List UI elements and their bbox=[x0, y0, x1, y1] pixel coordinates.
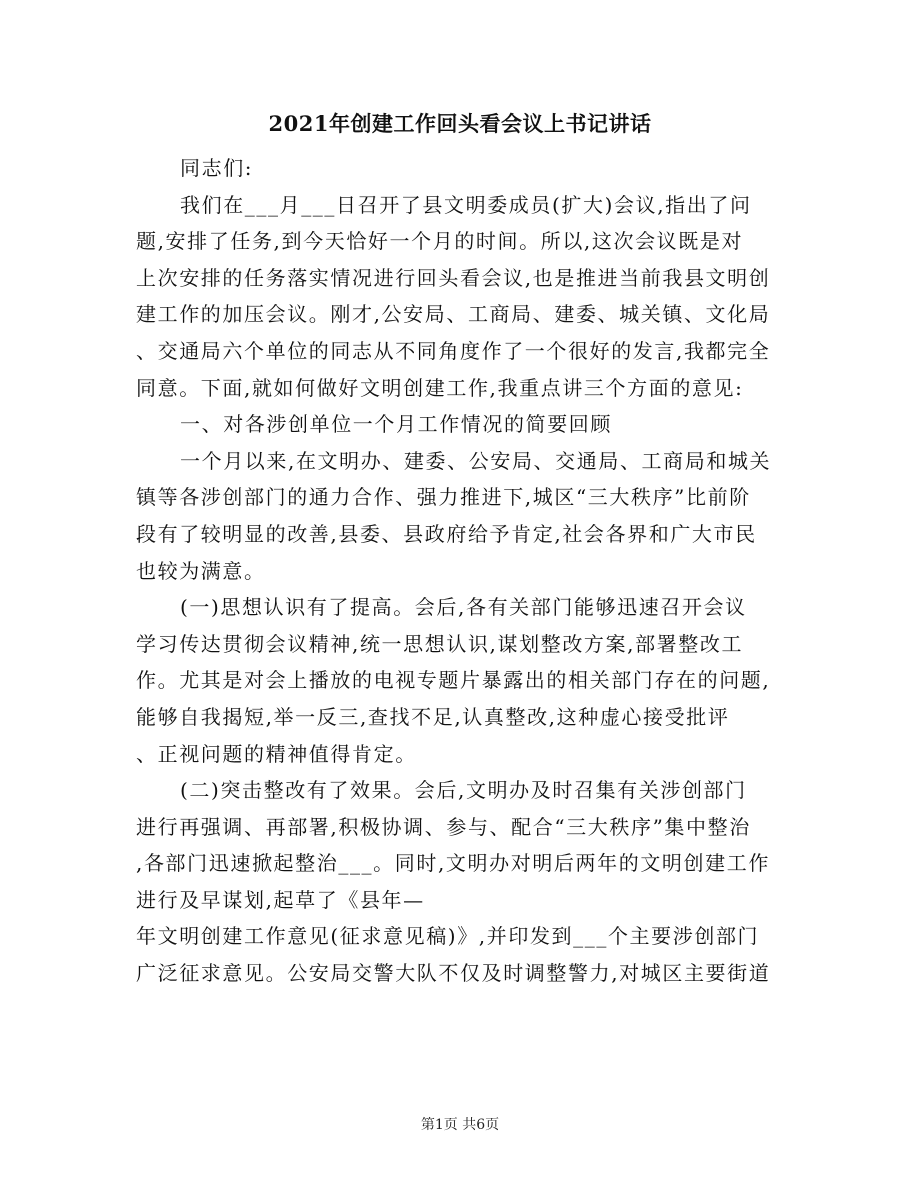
body-line: 、正视问题的精神值得肯定。 bbox=[136, 741, 417, 766]
body-line: 作。尤其是对会上播放的电视专题片暴露出的相关部门存在的问题, bbox=[136, 668, 771, 693]
section-heading: 一、对各涉创单位一个月工作情况的简要回顾 bbox=[180, 412, 612, 437]
body-line: 进行及早谋划,起草了《县年— bbox=[136, 887, 425, 912]
subsection-line: (二)突击整改有了效果。会后,文明办及时召集有关涉创部门 bbox=[180, 778, 747, 803]
body-line: 年文明创建工作意见(征求意见稿)》,并印发到___个主要涉创部门 bbox=[136, 924, 760, 949]
body-line: 段有了较明显的改善,县委、县政府给予肯定,社会各界和广大市民 bbox=[136, 521, 757, 546]
page-number-footer: 第1页 共6页 bbox=[420, 1117, 500, 1133]
body-line: 学习传达贯彻会议精神,统一思想认识,谋划整改方案,部署整改工 bbox=[136, 631, 744, 656]
body-line: 同意。下面,就如何做好文明创建工作,我重点讲三个方面的意见: bbox=[136, 375, 744, 400]
subsection-line: (一)思想认识有了提高。会后,各有关部门能够迅速召开会议 bbox=[180, 595, 747, 620]
body-line: 也较为满意。 bbox=[136, 558, 266, 583]
body-line: 进行再强调、再部署,积极协调、参与、配合“三大秩序”集中整治 bbox=[136, 814, 751, 839]
salutation-line: 同志们: bbox=[180, 156, 254, 180]
body-line: 建工作的加压会议。刚才,公安局、工商局、建委、城关镇、文化局 bbox=[136, 302, 771, 327]
body-line: 、交通局六个单位的同志从不同角度作了一个很好的发言,我都完全 bbox=[136, 338, 771, 363]
document-body bbox=[136, 150, 776, 992]
body-line: 我们在___月___日召开了县文明委成员(扩大)会议,指出了问 bbox=[180, 192, 752, 217]
body-line: 上次安排的任务落实情况进行回头看会议,也是推进当前我县文明创 bbox=[136, 265, 771, 290]
body-line: 题,安排了任务,到今天恰好一个月的时间。所以,这次会议既是对 bbox=[136, 229, 744, 254]
body-line: 镇等各涉创部门的通力合作、强力推进下,城区“三大秩序”比前阶 bbox=[136, 485, 751, 510]
body-line: 能够自我揭短,举一反三,查找不足,认真整改,这种虚心接受批评 bbox=[136, 704, 730, 729]
body-line: ,各部门迅速掀起整治___。同时,文明办对明后两年的文明创建工作 bbox=[136, 851, 770, 876]
document-title: 2021年创建工作回头看会议上书记讲话 bbox=[268, 111, 652, 136]
body-line: 广泛征求意见。公安局交警大队不仅及时调整警力,对城区主要街道 bbox=[136, 961, 771, 986]
body-line: 一个月以来,在文明办、建委、公安局、交通局、工商局和城关 bbox=[180, 448, 772, 473]
